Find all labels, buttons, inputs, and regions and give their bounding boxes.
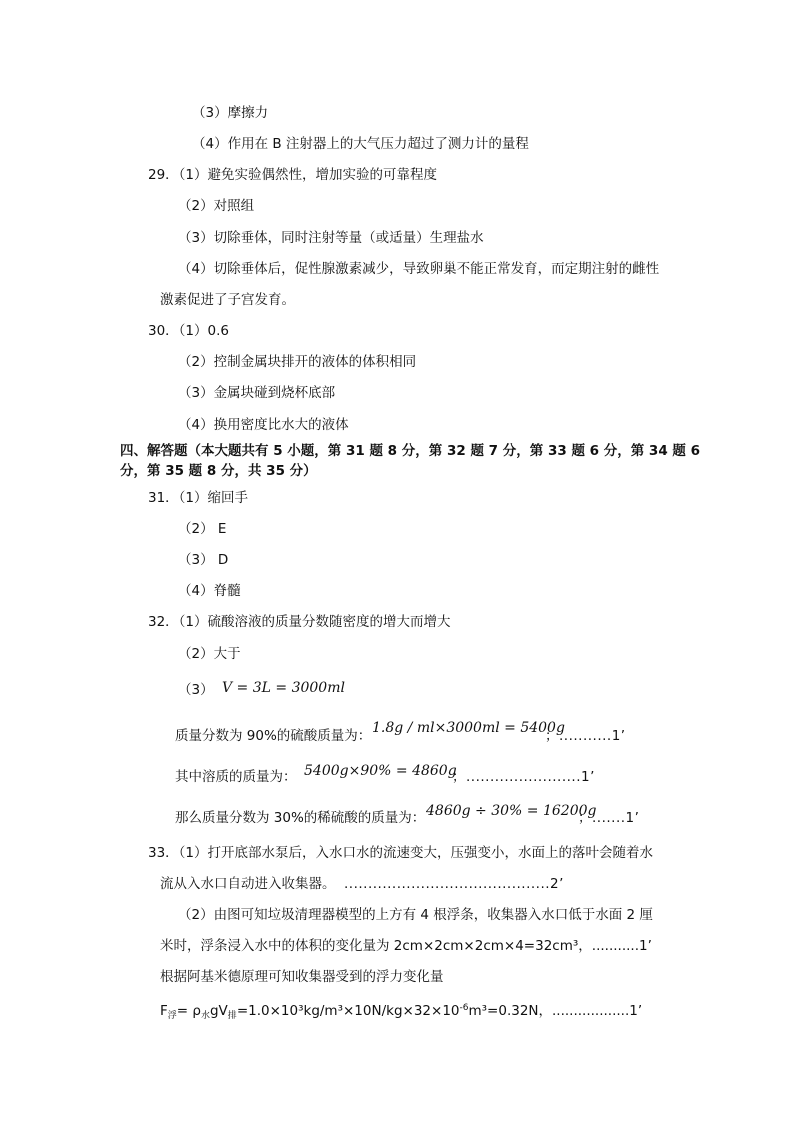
answer-33-2-cont: 米时，浮条浸入水中的体积的变化量为 2cm×2cm×2cm×4=32cm³，...........1’ — [160, 938, 652, 954]
answer-29-4: （4）切除垂体后，促性腺激素减少，导致卵巢不能正常发育，而定期注射的雌性 — [178, 261, 660, 277]
buoyancy-formula: $F_浮= \rho_水gV_排=1.0\times 10^3kg/m^3\times 10N/kg\times 32\times 10^{-6}m^3=0.32N$，..................1’ — [160, 1003, 643, 1021]
answer-33-2: （2）由图可知垃圾清理器模型的上方有 4 根浮条，收集器入水口低于水面 2 厘 — [178, 907, 653, 923]
formula-mass: 1.8g / ml×3000ml = 5400g — [372, 720, 565, 736]
section-heading-line1: 四、解答题（本大题共有 5 小题，第 31 题 8 分，第 32 题 7 分，第 33 题 6 分，第 34 题 6 — [120, 443, 701, 459]
score-mark: ；...........1’ — [545, 728, 626, 744]
answer-29-1: 29．（1）避免实验偶然性，增加实验的可靠程度 — [148, 167, 438, 183]
calc-mass-label: 质量分数为 90%的硫酸质量为： — [175, 728, 372, 744]
formula-volume: V = 3L = 3000ml — [222, 680, 345, 696]
answer-32-3-label: （3） — [178, 682, 214, 698]
answer-33-2-note: 根据阿基米德原理可知收集器受到的浮力变化量 — [160, 969, 444, 985]
formula-solute: 5400g×90% = 4860g — [304, 763, 457, 779]
answer-30-4: （4）换用密度比水大的液体 — [178, 417, 349, 433]
section-heading-line2: 分，第 35 题 8 分，共 35 分） — [120, 463, 317, 479]
answer-30-2: （2）控制金属块排开的液体的体积相同 — [178, 354, 417, 370]
answer-33-1: 33．（1）打开底部水泵后，入水口水的流速变大，压强变小，水面上的落叶会随着水 — [148, 845, 654, 861]
answer-32-1: 32．（1）硫酸溶液的质量分数随密度的增大而增大 — [148, 614, 451, 630]
answer-28-4: （4）作用在 B 注射器上的大气压力超过了测力计的量程 — [192, 136, 529, 152]
answer-30-1: 30．（1）0.6 — [148, 323, 229, 339]
score-mark: ；........................1’ — [452, 769, 595, 785]
answer-29-2: （2）对照组 — [178, 198, 255, 214]
answer-31-3: （3） D — [178, 552, 229, 568]
answer-29-4-cont: 激素促进了子宫发育。 — [160, 292, 295, 308]
answer-31-2: （2） E — [178, 521, 227, 537]
answer-28-3: （3）摩擦力 — [192, 105, 269, 121]
score-mark: ...........................................2’ — [344, 876, 564, 892]
answer-33-1-cont: 流从入水口自动进入收集器。 — [160, 876, 336, 892]
answer-30-3: （3）金属块碰到烧杯底部 — [178, 385, 336, 401]
answer-31-1: 31．（1）缩回手 — [148, 490, 249, 506]
answer-29-3: （3）切除垂体，同时注射等量（或适量）生理盐水 — [178, 230, 484, 246]
answer-32-2: （2）大于 — [178, 646, 241, 662]
formula-dilute: 4860g ÷ 30% = 16200g — [426, 803, 597, 819]
calc-dilute-label: 那么质量分数为 30%的稀硫酸的质量为： — [175, 810, 426, 826]
answer-31-4: （4）脊髓 — [178, 583, 241, 599]
score-mark: ；.......1’ — [578, 810, 640, 826]
calc-solute-label: 其中溶质的质量为： — [175, 769, 297, 785]
